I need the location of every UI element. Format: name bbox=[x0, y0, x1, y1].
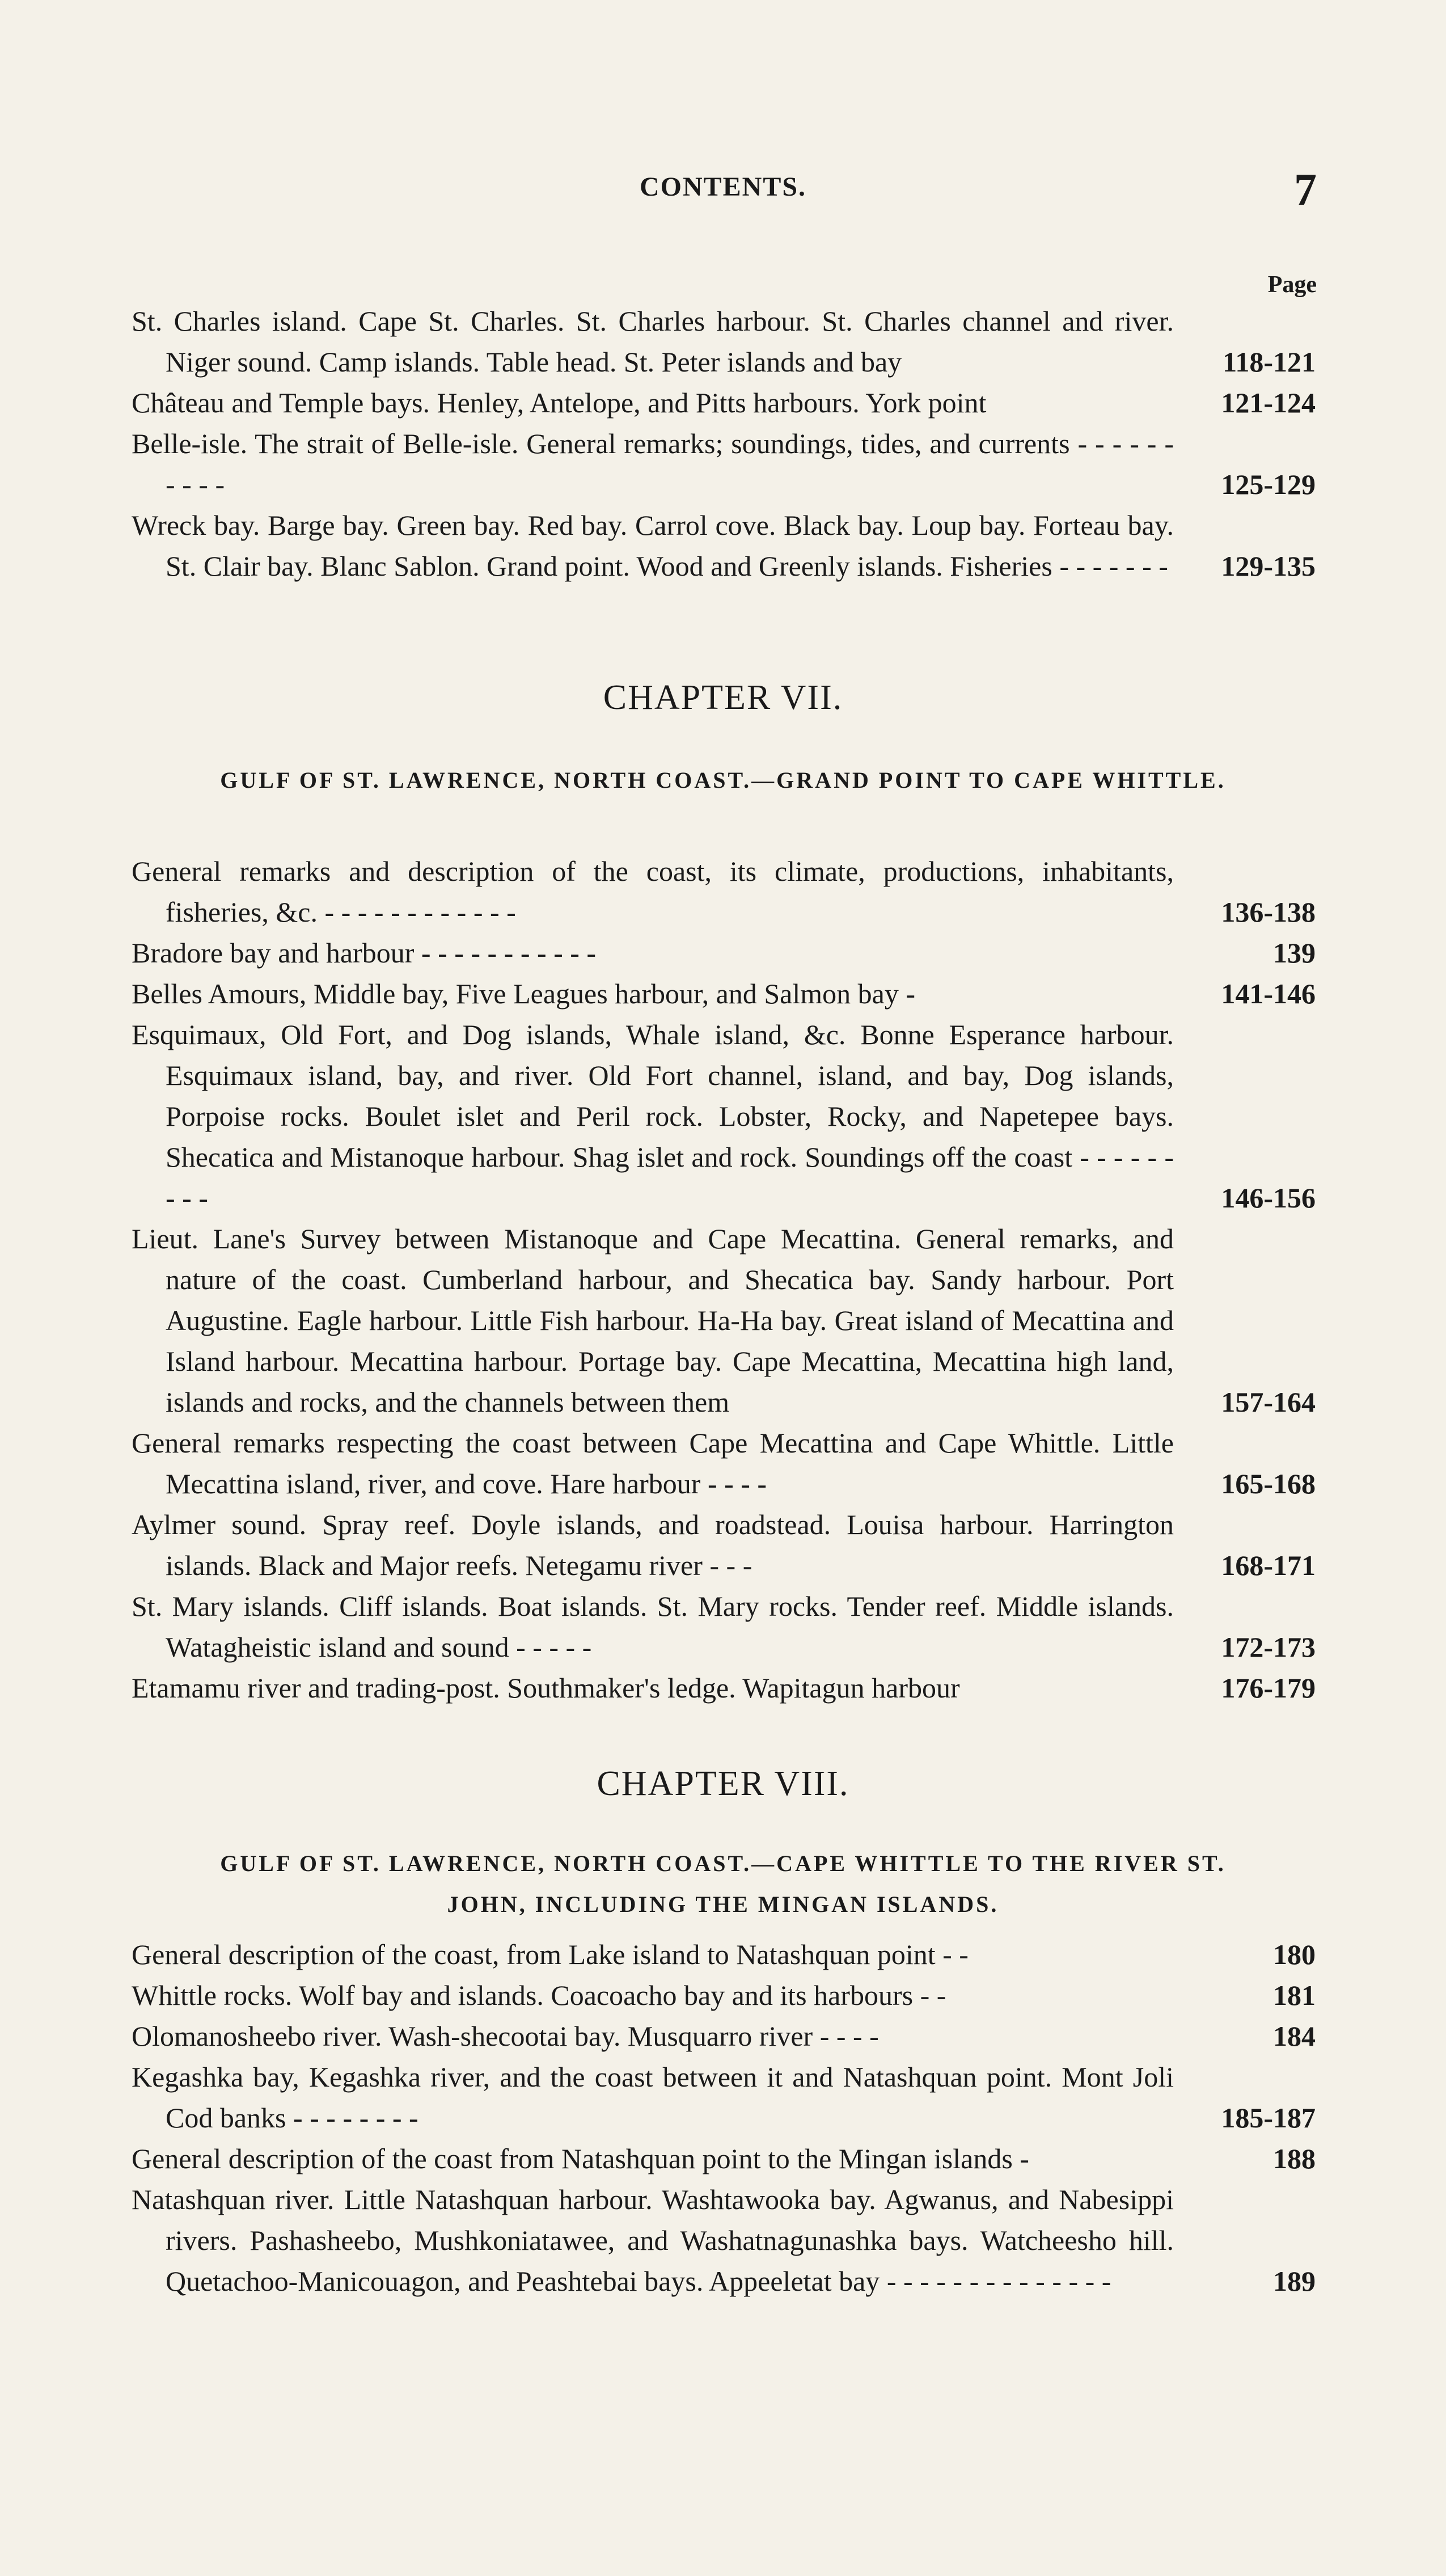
entry-text: Wreck bay. Barge bay. Green bay. Red bay. Carrol cove. Black bay. Loup bay. Forteau bay. St. Clair bay. Blanc Sablon. Grand point. Wood and Greenly islands. Fisheries bbox=[132, 509, 1174, 582]
entry-text: St. Charles island. Cape St. Charles. St. Charles harbour. St. Charles channel and river. Niger sound. Camp islands. Table head. St. Peter islands and bay bbox=[132, 305, 1174, 378]
contents-entry bbox=[132, 932, 1316, 973]
contents-entry bbox=[132, 1586, 1316, 1667]
dot-leader: - - - - - - - - bbox=[293, 2102, 418, 2134]
contents-entry bbox=[132, 301, 1316, 382]
entry-pages: 181 bbox=[1273, 1979, 1316, 2011]
entry-pages: 185-187 bbox=[1221, 2102, 1316, 2134]
entry-pages: 184 bbox=[1273, 2020, 1316, 2052]
contents-entry bbox=[132, 423, 1316, 505]
running-head bbox=[0, 164, 1446, 216]
dot-leader: - bbox=[1020, 2143, 1029, 2174]
entry-pages: 189 bbox=[1273, 2265, 1316, 2297]
contents-entry bbox=[132, 1218, 1316, 1422]
chapter-7-entries bbox=[132, 851, 1316, 1708]
entry-text: Olomanosheebo river. Wash-shecootai bay. Musquarro river bbox=[132, 2020, 813, 2052]
dot-leader: - - - - - - - - - - - bbox=[421, 937, 597, 969]
entry-pages: 139 bbox=[1273, 937, 1316, 969]
entry-text: Belles Amours, Middle bay, Five Leagues harbour, and Salmon bay bbox=[132, 978, 899, 1010]
contents-entry bbox=[132, 851, 1316, 932]
entry-text: Natashquan river. Little Natashquan harbour. Washtawooka bay. Agwanus, and Nabesippi rivers. Pashasheebo, Mushkoniatawee, and Washatnagunashka bays. Watcheesho hill. Quetachoo-Manicouagon, and Peashtebai bays. Appeeletat bay bbox=[132, 2184, 1174, 2297]
entry-text: Château and Temple bays. Henley, Antelope, and Pitts harbours. York point bbox=[132, 387, 987, 419]
dot-leader: - - - - - - - - - - bbox=[166, 428, 1174, 500]
dot-leader: - - bbox=[942, 1939, 969, 1970]
chapter-7-subtitle: GULF OF ST. LAWRENCE, NORTH COAST.—GRAND POINT TO CAPE WHITTLE. bbox=[220, 767, 1226, 793]
contents-entry bbox=[132, 2016, 1316, 2056]
entry-text: Belle-isle. The strait of Belle-isle. General remarks; soundings, tides, and currents bbox=[132, 428, 1070, 459]
dot-leader: - - - - bbox=[819, 2020, 879, 2052]
contents-entry bbox=[132, 1504, 1316, 1586]
entry-pages: 136-138 bbox=[1221, 896, 1316, 928]
contents-entry bbox=[132, 382, 1316, 423]
entry-text: St. Mary islands. Cliff islands. Boat islands. St. Mary rocks. Tender reef. Middle islands. Watagheistic island and sound bbox=[132, 1590, 1174, 1663]
entry-text: General description of the coast from Natashquan point to the Mingan islands bbox=[132, 2143, 1013, 2174]
page-number: 7 bbox=[1294, 165, 1317, 215]
contents-entry bbox=[132, 1975, 1316, 2016]
contents-entry bbox=[132, 2056, 1316, 2138]
dot-leader: - - - - - - - - - - - - bbox=[324, 896, 516, 928]
contents-entry bbox=[132, 1422, 1316, 1504]
chapter-7-title: CHAPTER VII. bbox=[603, 678, 843, 717]
contents-entry bbox=[132, 2138, 1316, 2179]
dot-leader: - - - - - - - - - bbox=[166, 1141, 1174, 1214]
entry-text: Kegashka bay, Kegashka river, and the coast between it and Natashquan point. Mont Joli Cod banks bbox=[132, 2061, 1174, 2134]
entry-pages: 180 bbox=[1273, 1939, 1316, 1970]
entry-text: General description of the coast, from Lake island to Natashquan point bbox=[132, 1939, 936, 1970]
entry-text: General remarks and description of the coast, its climate, productions, inhabitants, fisheries, &c. bbox=[132, 855, 1174, 928]
chapter-8-title: CHAPTER VIII. bbox=[597, 1764, 849, 1803]
entry-pages: 172-173 bbox=[1221, 1631, 1316, 1663]
entry-pages: 188 bbox=[1273, 2143, 1316, 2174]
entry-pages: 118-121 bbox=[1223, 346, 1316, 378]
page-column-label: Page bbox=[1267, 272, 1317, 298]
contents-entry bbox=[132, 1014, 1316, 1218]
intro-entries bbox=[132, 301, 1316, 586]
entry-text: Etamamu river and trading-post. Southmaker's ledge. Wapitagun harbour bbox=[132, 1672, 960, 1704]
entry-text: Lieut. Lane's Survey between Mistanoque and Cape Mecattina. General remarks, and nature of the coast. Cumberland harbour, and Shecatica bay. Sandy harbour. Port Augustine. Eagle harbour. Little Fish harbour. Ha-Ha bay. Great island of Mecattina and Island harbour. Mecattina harbour. Portage bay. Cape Mecattina, Mecattina high land, islands and rocks, and the channels between them bbox=[132, 1223, 1174, 1418]
entry-text: Esquimaux, Old Fort, and Dog islands, Whale island, &c. Bonne Esperance harbour. Esquimaux island, bay, and river. Old Fort channel, island, and bay, Dog islands, Porpoise rocks. Boulet islet and Peril rock. Lobster, Rocky, and Napetepee bays. Shecatica and Mistanoque harbour. Shag islet and rock. Soundings off the coast bbox=[132, 1019, 1174, 1173]
entry-pages: 146-156 bbox=[1221, 1182, 1316, 1214]
entry-text: General remarks respecting the coast between Cape Mecattina and Cape Whittle. Little Mecattina island, river, and cove. Hare harbour bbox=[132, 1427, 1174, 1500]
contents-entry bbox=[132, 505, 1316, 586]
contents-entry bbox=[132, 1934, 1316, 1975]
contents-entry bbox=[132, 973, 1316, 1014]
dot-leader: - - - - - bbox=[516, 1631, 592, 1663]
chapter-8-entries bbox=[132, 1934, 1316, 2301]
dot-leader: - - - - - - - - - - - - - - bbox=[886, 2265, 1111, 2297]
dot-leader: - - - bbox=[709, 1549, 752, 1581]
entry-text: Bradore bay and harbour bbox=[132, 937, 415, 969]
entry-pages: 168-171 bbox=[1221, 1549, 1316, 1581]
chapter-8-subtitle: GULF OF ST. LAWRENCE, NORTH COAST.—CAPE WHITTLE TO THE RIVER ST. JOHN, INCLUDING THE MINGAN ISLANDS. bbox=[220, 1851, 1226, 1917]
entry-pages: 157-164 bbox=[1221, 1386, 1316, 1418]
entry-pages: 165-168 bbox=[1221, 1468, 1316, 1500]
dot-leader: - bbox=[906, 978, 915, 1010]
page-title: CONTENTS. bbox=[639, 172, 807, 202]
entry-pages: 121-124 bbox=[1221, 387, 1316, 419]
entry-pages: 176-179 bbox=[1221, 1672, 1316, 1704]
dot-leader: - - - - bbox=[707, 1468, 767, 1500]
dot-leader: - - - - - - - bbox=[1059, 550, 1168, 582]
contents-entry bbox=[132, 1667, 1316, 1708]
entry-pages: 129-135 bbox=[1221, 550, 1316, 582]
entry-text: Aylmer sound. Spray reef. Doyle islands, and roadstead. Louisa harbour. Harrington islands. Black and Major reefs. Netegamu river bbox=[132, 1509, 1174, 1581]
entry-pages: 141-146 bbox=[1221, 978, 1316, 1010]
entry-pages: 125-129 bbox=[1221, 468, 1316, 500]
entry-text: Whittle rocks. Wolf bay and islands. Coacoacho bay and its harbours bbox=[132, 1979, 914, 2011]
dot-leader: - - bbox=[920, 1979, 946, 2011]
contents-entry bbox=[132, 2179, 1316, 2301]
